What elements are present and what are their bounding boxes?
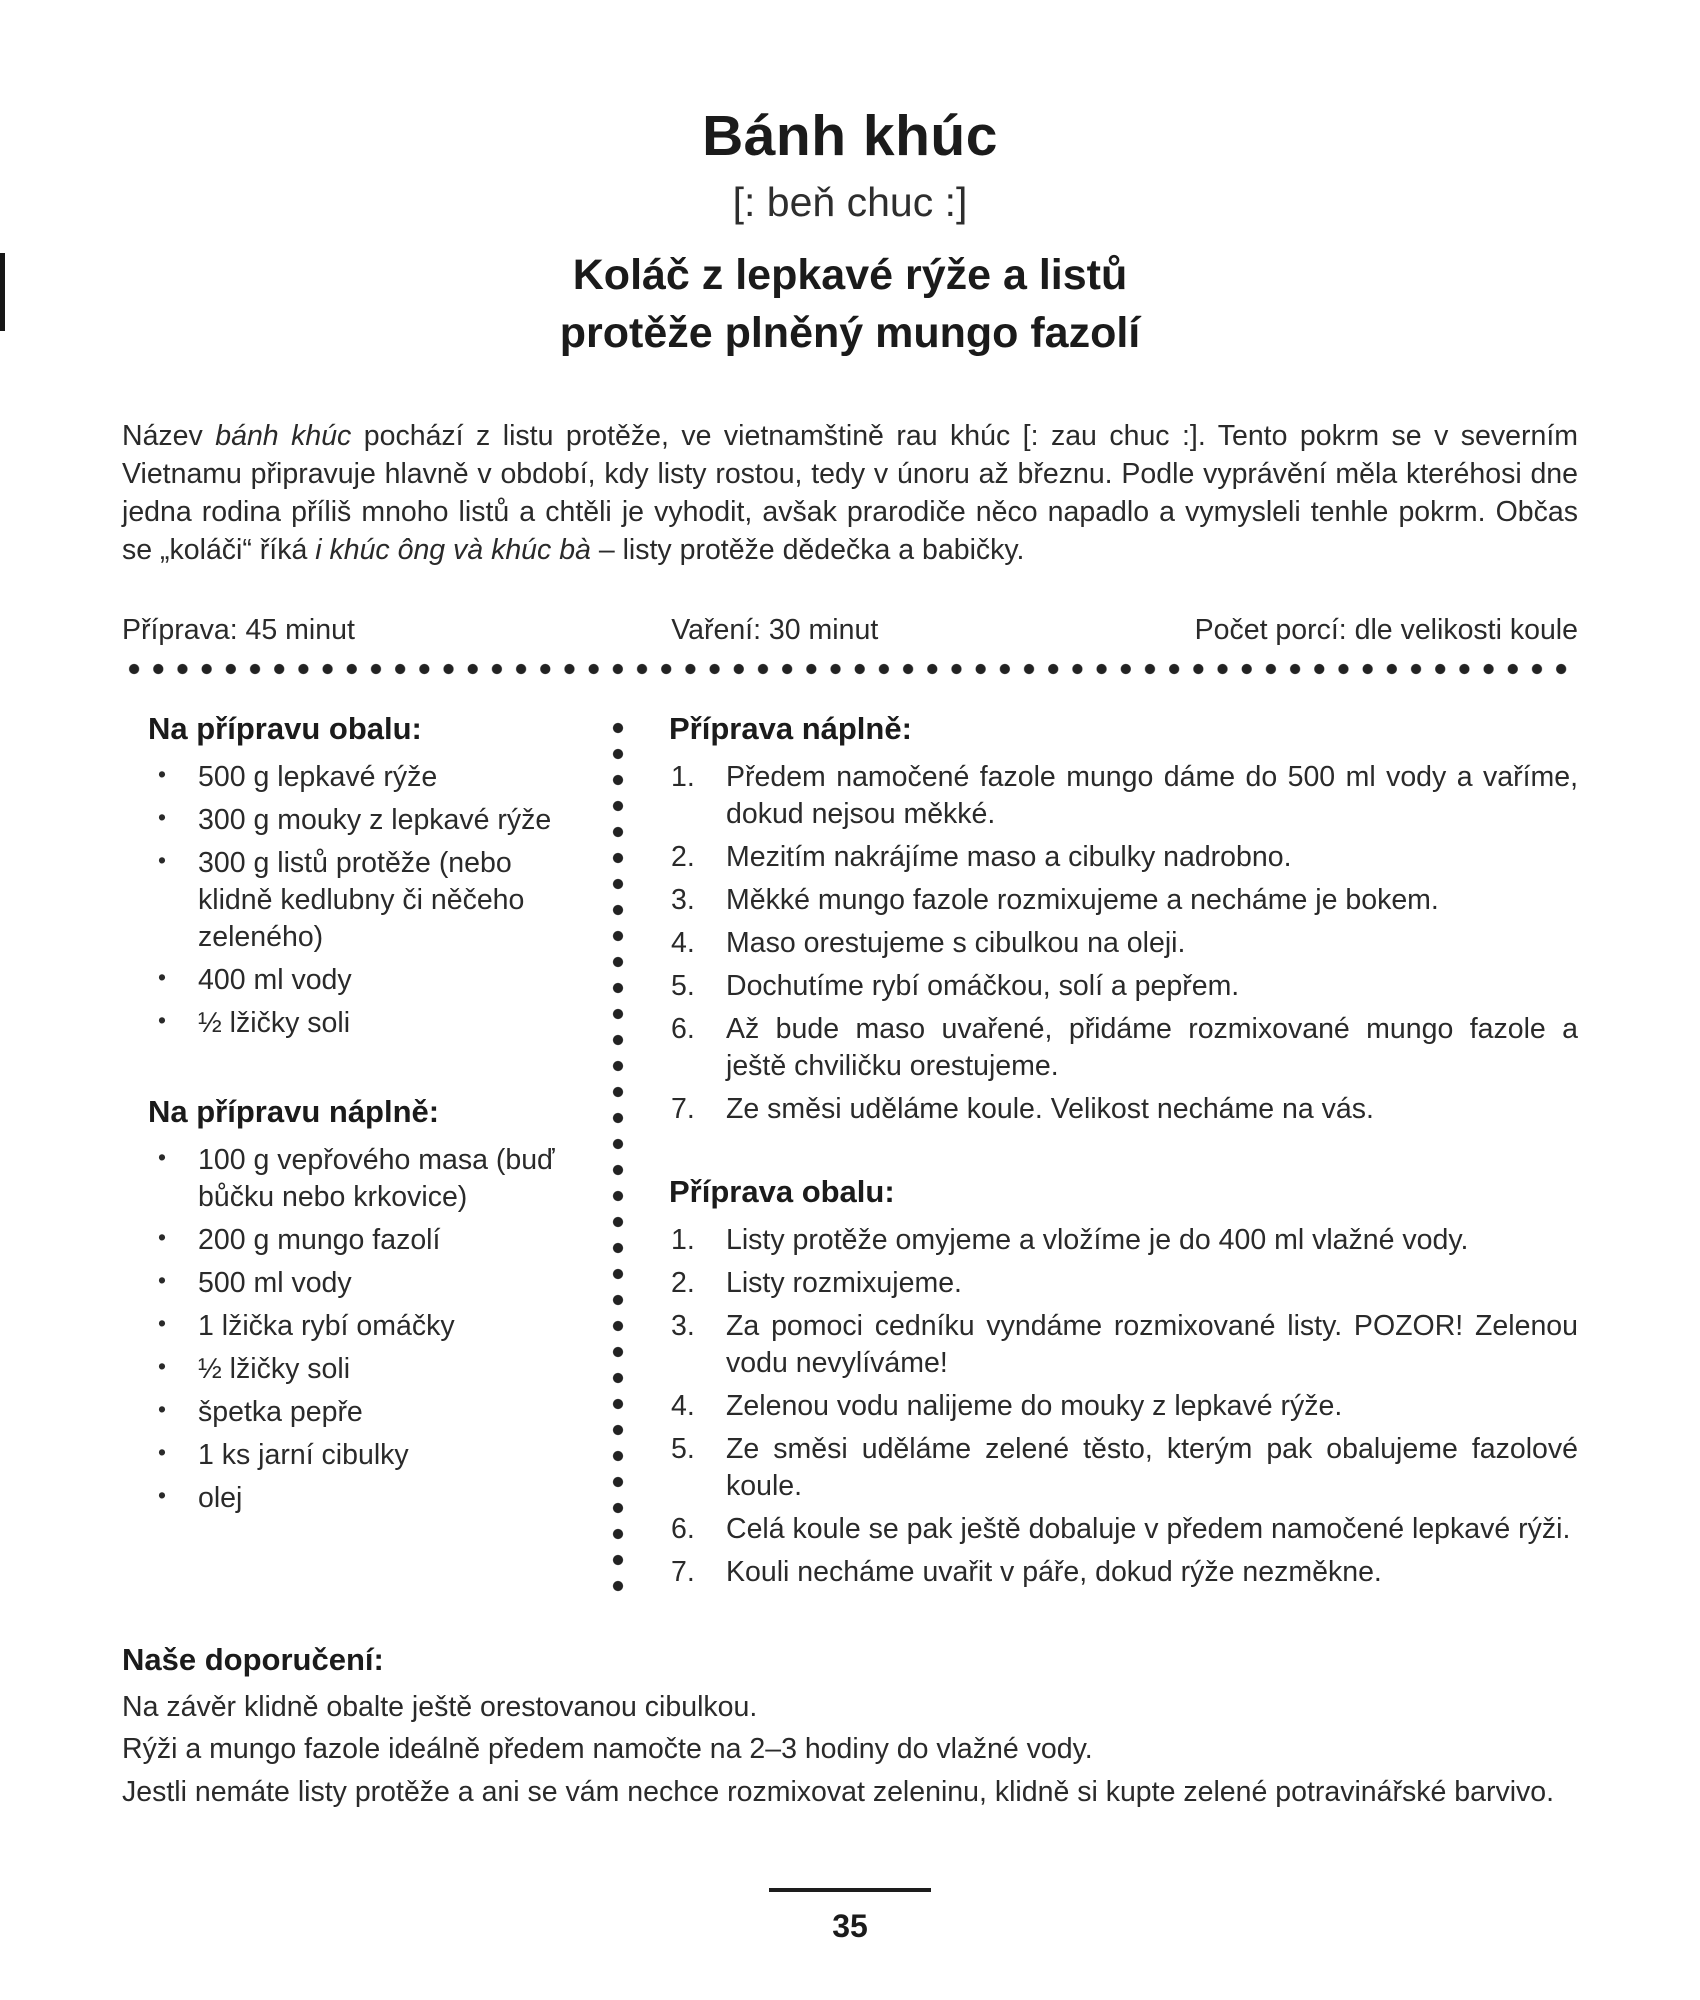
step-item: Zelenou vodu nalijeme do mouky z lepkavé rýže.: [726, 1390, 1343, 1423]
recipe-header: [122, 0, 1578, 363]
tips-heading: Naše doporučení:: [122, 1642, 384, 1678]
intro-segment: – listy protěže dědečka a babičky.: [598, 533, 1025, 566]
tip-line: Na závěr klidně obalte ještě orestovanou cibulkou.: [122, 1690, 758, 1723]
ingredient-item: • 1 lžička rybí omáčky: [148, 1308, 562, 1345]
shell-steps-heading: Příprava obalu:: [669, 1173, 895, 1209]
prep-time: Příprava: 45 minut: [122, 613, 355, 646]
recipe-columns: [122, 711, 1578, 1598]
step-item: Listy protěže omyjeme a vložíme je do 400 ml vlažné vody.: [726, 1223, 1469, 1256]
tips-section: [122, 1639, 1578, 1812]
filling-ingredients-list: [148, 1142, 562, 1517]
step-item: Předem namočené fazole mungo dáme do 500 ml vody a vaříme, dokud nejsou měkké.: [726, 760, 1578, 830]
step-item: Celá koule se pak ještě dobaluje v předem namočené lepkavé rýži.: [726, 1513, 1571, 1546]
step-item: Listy rozmixujeme.: [726, 1266, 962, 1299]
ingredients-column: [122, 711, 562, 1598]
shell-ingredients-heading: Na přípravu obalu:: [148, 710, 422, 746]
page-number: 35: [832, 1908, 868, 1944]
ingredient-item: • 1 ks jarní cibulky: [148, 1437, 562, 1474]
step-item: Ze směsi uděláme zelené těsto, kterým pak obalujeme fazolové koule.: [726, 1433, 1578, 1503]
filling-steps-heading: Příprava náplně:: [669, 710, 912, 746]
servings: Počet porcí: dle velikosti koule: [1194, 613, 1578, 646]
pronunciation: [: beň chuc :]: [732, 179, 968, 225]
recipe-title: Bánh khúc: [702, 104, 998, 168]
meta-row: [122, 614, 1578, 647]
ingredient-item: • 500 ml vody: [148, 1265, 562, 1302]
tips-lines: [122, 1689, 1578, 1813]
steps-column: [669, 711, 1578, 1598]
cook-time: Vaření: 30 minut: [671, 613, 879, 646]
ingredient-item: • ½ lžičky soli: [148, 1351, 562, 1388]
step-item: Za pomoci cedníku vyndáme rozmixované listy. POZOR! Zelenou vodu nevylíváme!: [726, 1310, 1578, 1380]
ingredient-item: • 300 g listů protěže (nebo klidně kedlubny či něčeho zeleného): [148, 845, 562, 956]
ingredient-item: • 500 g lepkavé rýže: [148, 759, 562, 796]
step-item: Ze směsi uděláme koule. Velikost necháme na vás.: [726, 1092, 1374, 1125]
filling-ingredients-heading: Na přípravu náplně:: [148, 1093, 440, 1129]
step-item: Až bude maso uvařené, přidáme rozmixované mungo fazole a ještě chviličku orestujeme.: [726, 1012, 1578, 1082]
intro-segment: pochází z listu protěže, ve vietnamštině rau khúc [: zau chuc :]. Tento pokrm se v severním Vietnamu připravuje hlavně v období, kdy listy rostou, tedy v únoru až březnu. Podle vyprávění měla kteréhosi dne jedna rodina příliš mnoho listů a chtěli je vyhodit, avšak prarodiče něco napadlo a vymysleli tenhle pokrm. Občas se „koláči“ říká: [122, 419, 1578, 566]
ingredient-item: • ½ lžičky soli: [148, 1005, 562, 1042]
tip-line: Rýži a mungo fazole ideálně předem namočte na 2–3 hodiny do vlažné vody.: [122, 1733, 1093, 1766]
step-item: Dochutíme rybí omáčkou, solí a pepřem.: [726, 969, 1240, 1002]
step-item: Kouli necháme uvařit v páře, dokud rýže nezměkne.: [726, 1556, 1382, 1589]
ingredient-item: • špetka pepře: [148, 1394, 562, 1431]
ingredient-item: • 100 g vepřového masa (buď bůčku nebo krkovice): [148, 1142, 562, 1216]
shell-steps-list: [669, 1222, 1578, 1591]
subtitle-line-2: protěže plněný mungo fazolí: [559, 309, 1141, 358]
scan-artifact: [0, 253, 5, 331]
ingredient-item: • 400 ml vody: [148, 962, 562, 999]
ingredient-item: • 200 g mungo fazolí: [148, 1222, 562, 1259]
page-footer: [0, 1888, 1700, 1945]
filling-steps-list: [669, 759, 1578, 1128]
tip-line: Jestli nemáte listy protěže a ani se vám nechce rozmixovat zeleninu, klidně si kupte zelené potravinářské barvivo.: [122, 1776, 1555, 1809]
ingredient-item: • 300 g mouky z lepkavé rýže: [148, 802, 562, 839]
intro-segment: Název: [122, 419, 216, 452]
ingredient-item: • olej: [148, 1480, 562, 1517]
recipe-subtitle: [122, 246, 1578, 363]
intro-segment: i khúc ông và khúc bà: [315, 533, 591, 566]
step-item: Maso orestujeme s cibulkou na oleji.: [726, 926, 1186, 959]
step-item: Měkké mungo fazole rozmixujeme a necháme je bokem.: [726, 883, 1439, 916]
subtitle-line-1: Koláč z lepkavé rýže a listů: [572, 251, 1128, 299]
shell-ingredients-list: [148, 759, 562, 1042]
intro-segment: bánh khúc: [215, 419, 352, 452]
footer-rule: [769, 1888, 931, 1892]
intro-paragraph: [122, 418, 1578, 570]
dotted-divider-vertical: [612, 715, 624, 1598]
step-item: Mezitím nakrájíme maso a cibulky nadrobno.: [726, 840, 1292, 873]
dotted-divider-horizontal: [122, 663, 1578, 675]
